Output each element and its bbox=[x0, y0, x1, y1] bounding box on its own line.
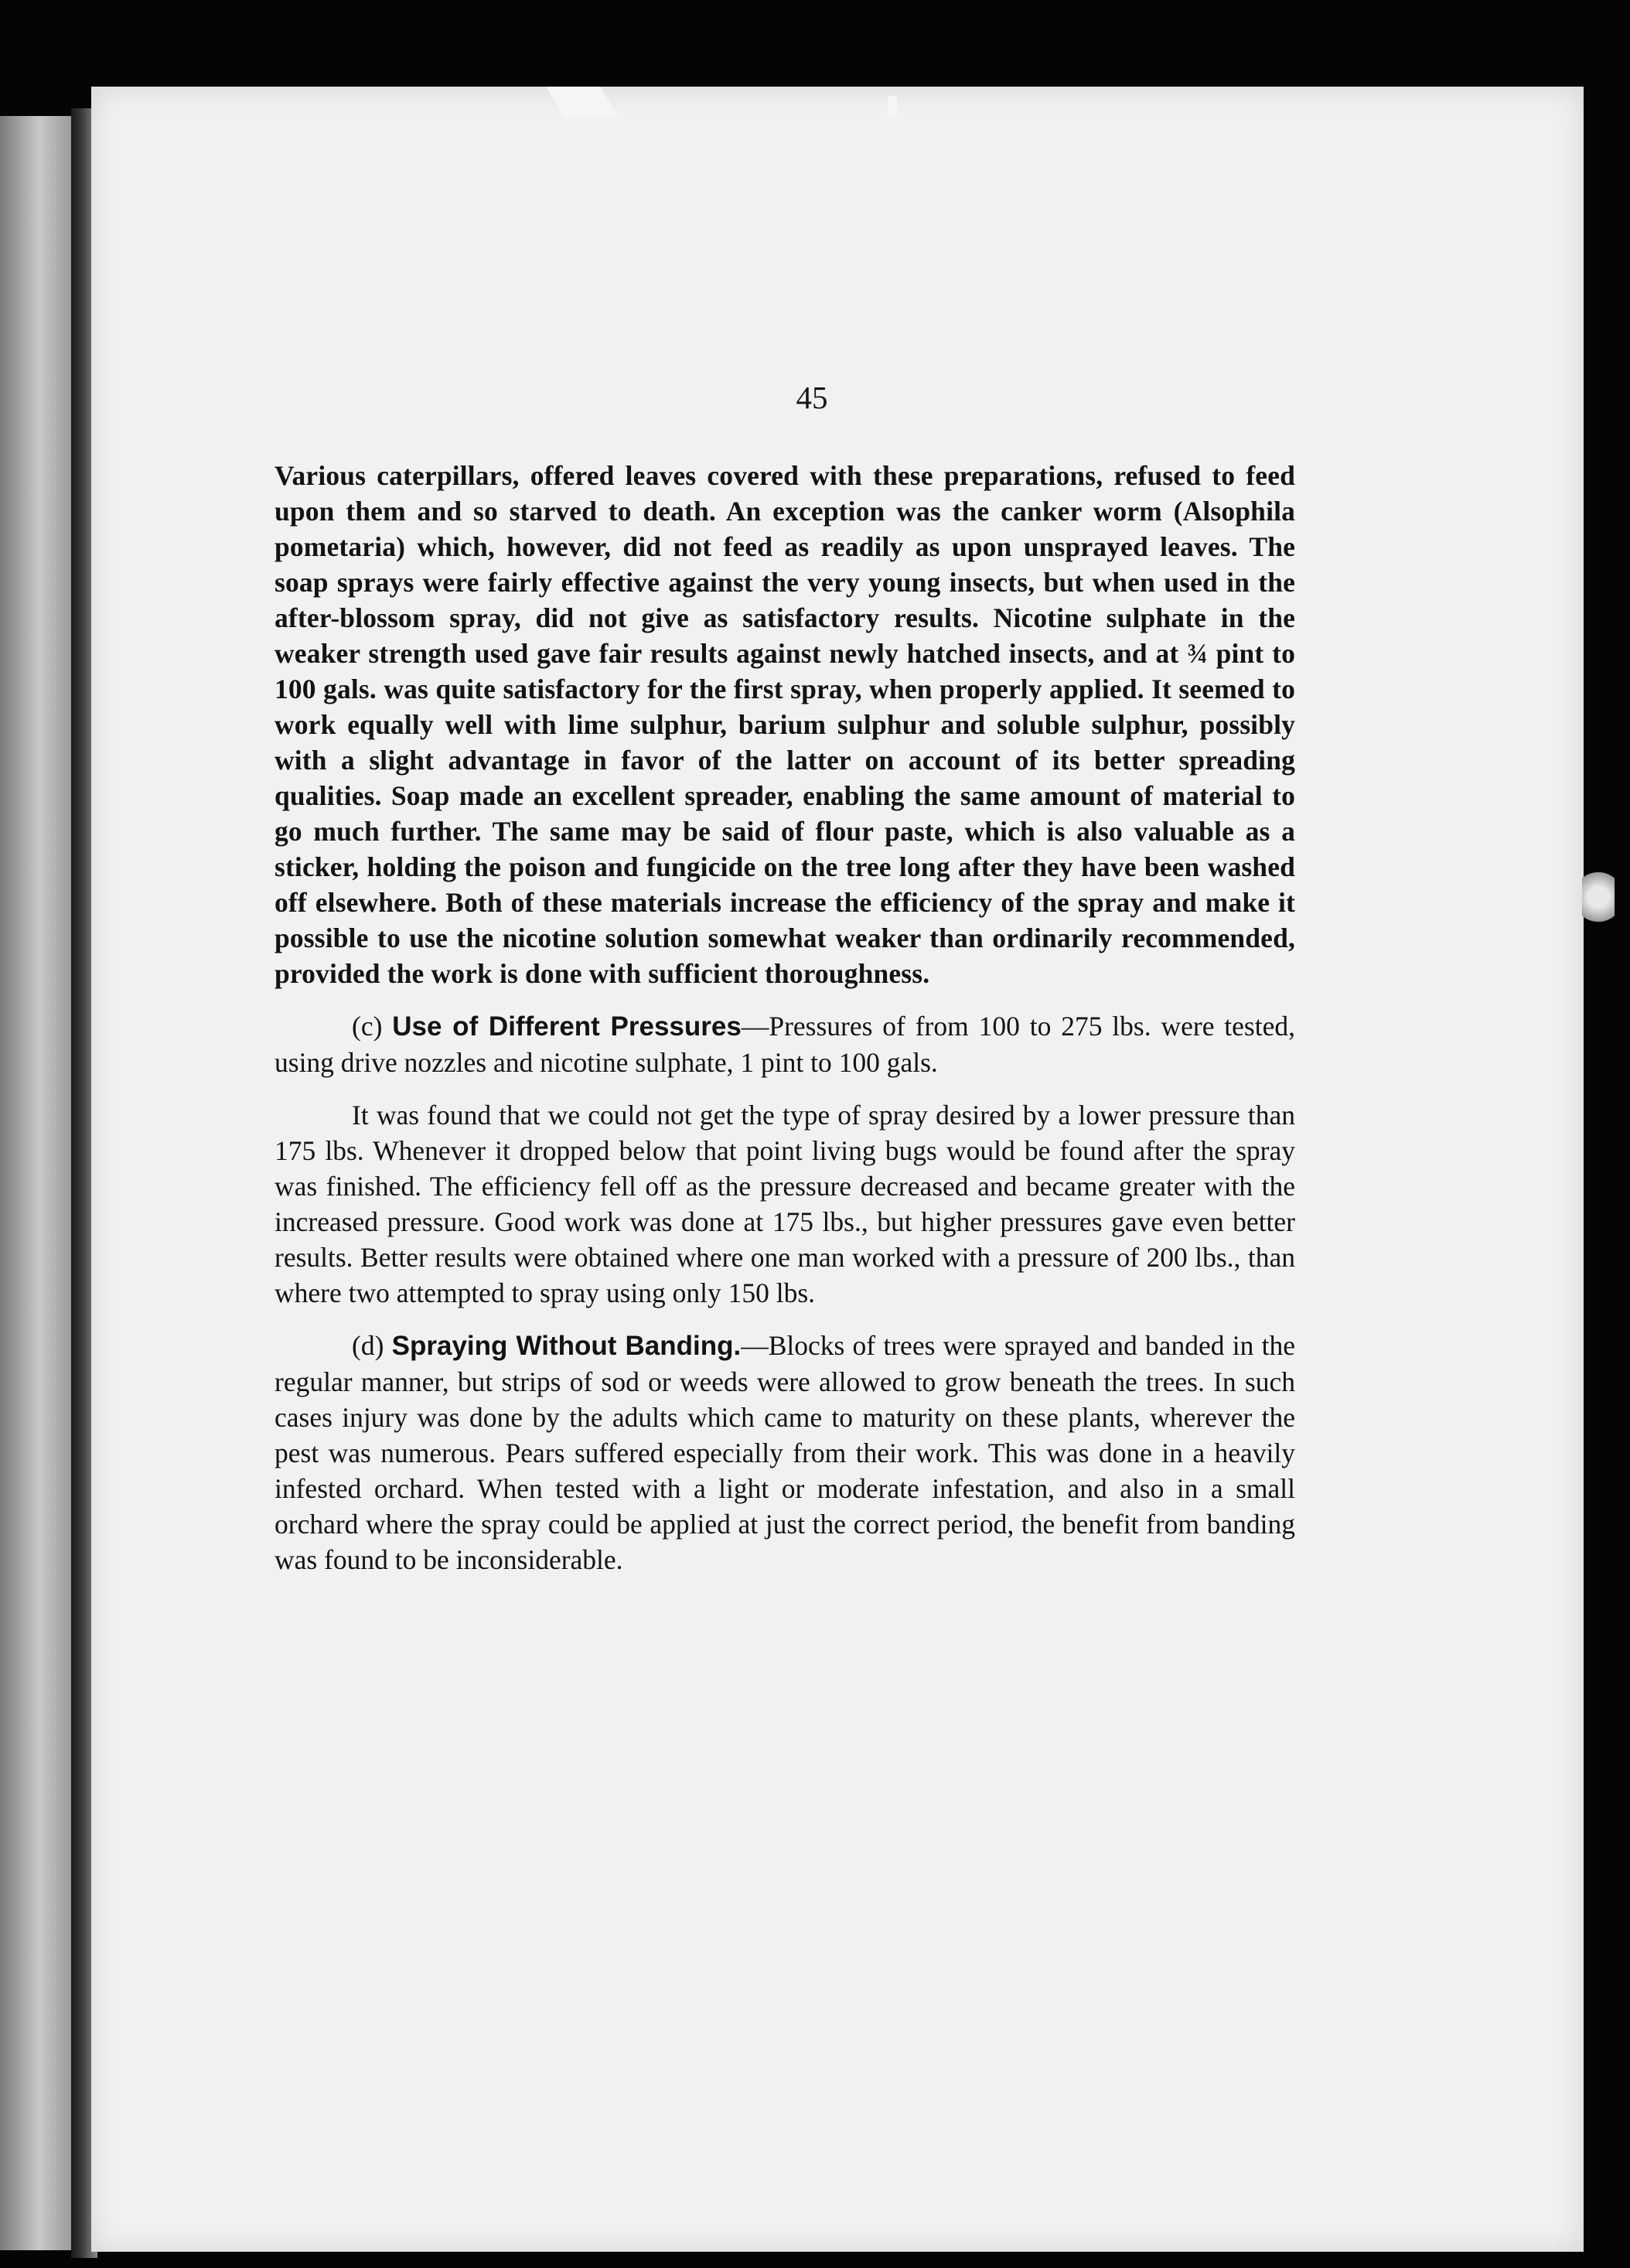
paragraph-pressures-text: —Pressures of from 100 to 275 lbs. were tested, using drive nozzles and nicotine sulphate, 1 pint to 100 gals. bbox=[275, 1011, 1295, 1078]
section-heading-pressures: Use of Different Pressures bbox=[392, 1011, 742, 1042]
paragraph-banding-text: —Blocks of trees were sprayed and banded in the regular manner, but strips of sod or weeds were allowed to grow beneath the trees. In such cases injury was done by the adults which came to maturity on these plants, wherever the pest was numerous. Pears suffered especially from their work. This was done in a heavily infested orchard. When tested with a light or moderate infestation, and also in a small orchard where the spray could be applied at just the correct period, the benefit from banding was found to be inconsiderable. bbox=[275, 1330, 1295, 1575]
section-prefix: (d) bbox=[352, 1330, 392, 1361]
paragraph-caterpillars: Various caterpillars, offered leaves covered with these preparations, refused to feed upon them and so starved to death. An exception was the canker worm (Alsophila pometaria) which, however, did not feed as readily as upon unsprayed leaves. The soap sprays were fairly effective against the very young insects, but when used in the after-blossom spray, did not give as satisfactory results. Nicotine sulphate in the weaker strength used gave fair results against newly hatched insects, and at ¾ pint to 100 gals. was quite satisfactory for the first spray, when properly applied. It seemed to work equally well with lime sulphur, barium sulphur and soluble sulphur, possibly with a slight advantage in favor of the latter on account of its better spreading qualities. Soap made an excellent spreader, enabling the same amount of material to go much further. The same may be said of flour paste, which is also valuable as a sticker, holding the poison and fungicide on the tree long after they have been washed off elsewhere. Both of these materials increase the efficiency of the spray and make it possible to use the nicotine solution somewhat weaker than ordinarily recommended, provided the work is done with sufficient thoroughness. bbox=[275, 460, 1295, 989]
paragraph-gap bbox=[275, 991, 1295, 1008]
page-edge-artifact bbox=[1582, 866, 1615, 928]
scan-artifact-mark bbox=[546, 87, 618, 118]
paragraph-gap bbox=[275, 1080, 1295, 1097]
paragraph-banding bbox=[275, 1328, 1295, 1577]
facing-page-edge bbox=[0, 116, 71, 2250]
paragraph-gap bbox=[275, 1311, 1295, 1328]
section-heading-banding: Spraying Without Banding. bbox=[391, 1331, 742, 1361]
scan-artifact-mark bbox=[888, 96, 897, 118]
page-number: 45 bbox=[796, 380, 828, 415]
section-prefix: (c) bbox=[352, 1011, 393, 1042]
body-text bbox=[275, 458, 1295, 1577]
paragraph-pressures bbox=[275, 1008, 1295, 1080]
paragraph-pressure-results: It was found that we could not get the type of spray desired by a lower pressure than 175 lbs. Whenever it dropped below that point living bugs would be found after the spray was finished. The efficiency fell off as the pressure decreased and became greater with the increased pressure. Good work was done at 175 lbs., but higher pressures gave even better results. Better results were obtained where one man worked with a pressure of 200 lbs., than where two attempted to spray using only 150 lbs. bbox=[275, 1100, 1295, 1308]
